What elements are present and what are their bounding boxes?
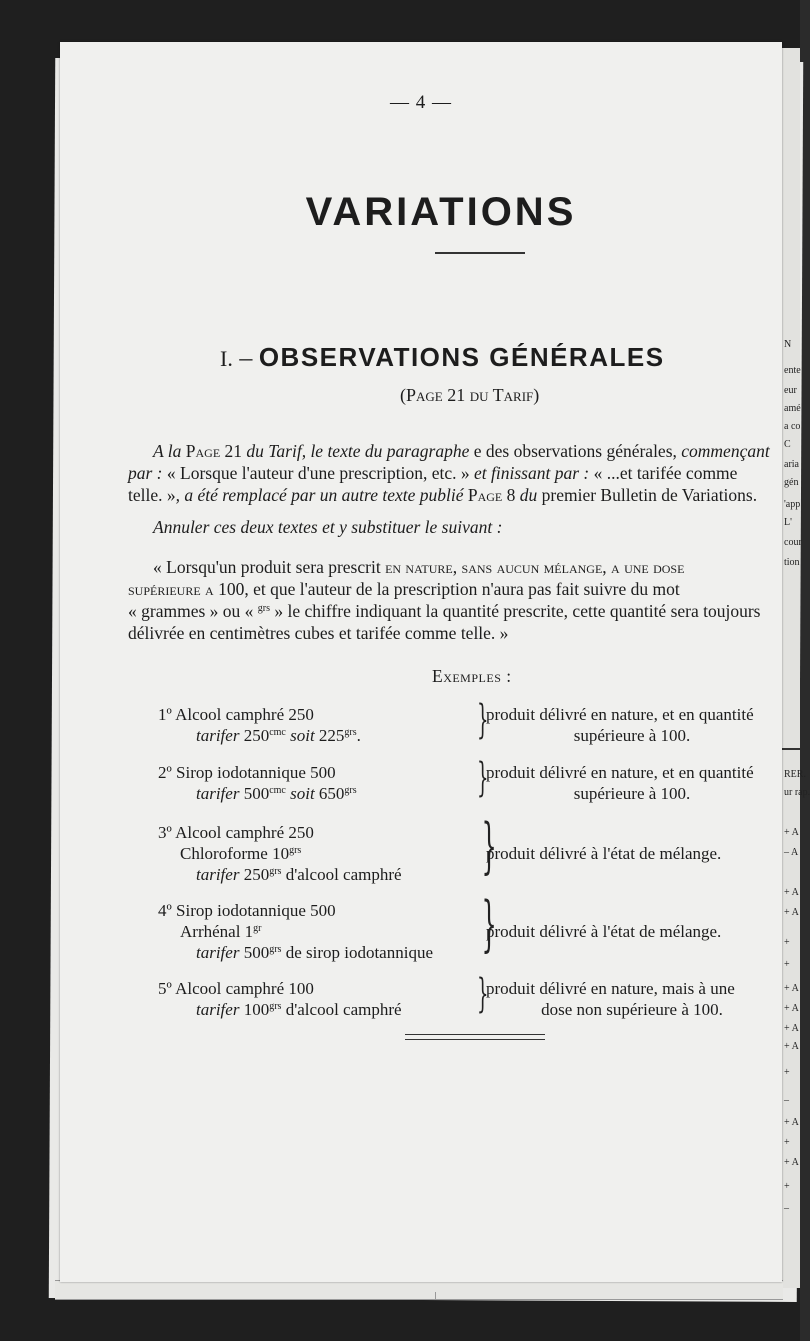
- strip-fragment: +: [784, 1181, 790, 1192]
- strip-fragment: +: [784, 1137, 790, 1148]
- strip-fragment: + A: [784, 983, 799, 994]
- end-rule: [405, 1034, 545, 1040]
- strip-fragment: cour: [784, 537, 802, 548]
- strip-fragment: – A: [784, 847, 799, 858]
- paragraph-line: [128, 484, 790, 506]
- paragraph-line: [128, 440, 790, 462]
- strip-fragment: + A: [784, 887, 799, 898]
- example-right: [486, 762, 778, 804]
- page-stack-edge: [55, 1280, 783, 1300]
- example-result: produit délivré en nature, et en quantité: [486, 705, 754, 724]
- strip-fragment: tion: [784, 557, 800, 568]
- text-run: .: [356, 726, 361, 745]
- page-number: — 4 —: [390, 92, 452, 113]
- instruction-line: Annuler ces deux textes et y substituer le suivant :: [153, 517, 503, 537]
- text-run: « ...et tarifée comme: [593, 463, 738, 483]
- strip-fragment: 'app: [784, 499, 801, 510]
- section-numeral: I.: [220, 346, 233, 371]
- brace-icon: }: [481, 811, 497, 881]
- strip-fragment: ur rap.: [784, 787, 810, 798]
- strip-fragment: + A: [784, 1023, 799, 1034]
- text-run: de sirop iodotannique: [281, 943, 433, 962]
- example-result: produit délivré en nature, mais à une: [486, 979, 735, 998]
- text-run: 100, et que l'auteur de la prescription n'aura pas fait suivre du mot: [213, 579, 680, 599]
- text-run: Chloroforme 10: [180, 844, 290, 863]
- page-title: VARIATIONS: [305, 190, 577, 234]
- superscript: grs: [344, 727, 357, 738]
- text-run: » le chiffre indiquant la quantité prescrite, cette quantité sera toujours: [270, 601, 761, 621]
- superscript: cmc: [269, 727, 286, 738]
- paragraph-intro: [128, 440, 790, 506]
- strip-fragment: + A: [784, 1157, 799, 1168]
- text-run: Page: [467, 485, 503, 505]
- strip-fragment: + A: [784, 827, 799, 838]
- example-result: produit délivré à l'état de mélange.: [486, 922, 722, 941]
- example-left: [158, 978, 402, 1020]
- superscript: grs: [269, 866, 282, 877]
- text-run: « Lorsqu'un produit sera prescrit: [153, 557, 386, 577]
- example-result: supérieure à 100.: [573, 784, 691, 803]
- page-content: [60, 42, 782, 1282]
- text-run: 500: [239, 943, 270, 962]
- example-line: [158, 843, 402, 864]
- example-result: supérieure à 100.: [573, 726, 691, 745]
- example-right: [486, 921, 778, 942]
- text-run: soit: [290, 784, 315, 803]
- example-result: produit délivré en nature, et en quantité: [486, 763, 754, 782]
- example-line: 3º Alcool camphré 250: [158, 823, 314, 842]
- brace-icon: }: [476, 755, 489, 801]
- strip-fragment: +: [784, 1067, 790, 1078]
- text-run: observations générales,: [509, 441, 682, 461]
- example-line: 4º Sirop iodotannique 500: [158, 901, 336, 920]
- text-run: 650: [314, 784, 345, 803]
- document-page: [60, 42, 782, 1282]
- paragraph-line: [128, 578, 790, 600]
- brace-icon: }: [481, 889, 497, 959]
- text-run: Arrhénal 1: [180, 922, 254, 941]
- strip-fragment: +: [784, 959, 790, 970]
- example-right: [486, 704, 778, 746]
- strip-fragment: a co: [784, 421, 801, 432]
- strip-fragment: C: [784, 439, 791, 450]
- text-run: tarifer: [196, 784, 240, 803]
- text-run: « Lorsque l'auteur d'une prescription, etc. »: [166, 463, 475, 483]
- text-run: « grammes » ou «: [128, 601, 258, 621]
- examples-heading: Exemples :: [432, 666, 512, 686]
- text-run: 8: [502, 485, 520, 505]
- text-run: commençant: [681, 441, 770, 461]
- text-run: du Tarif, le texte du paragraphe: [246, 441, 474, 461]
- superscript: gr: [253, 923, 262, 934]
- text-run: telle. »: [128, 485, 176, 505]
- superscript: grs: [344, 785, 357, 796]
- text-run: Page: [185, 441, 221, 461]
- text-run: soit: [290, 726, 315, 745]
- example-line: 5º Alcool camphré 100: [158, 979, 314, 998]
- strip-fragment: + A: [784, 1117, 799, 1128]
- text-run: tarifer: [196, 726, 240, 745]
- strip-fragment: + A: [784, 1041, 799, 1052]
- example-left: [158, 900, 433, 963]
- text-run: 500: [239, 784, 270, 803]
- strip-fragment: eur: [784, 385, 797, 396]
- brace-icon: }: [476, 697, 489, 743]
- text-run: 250: [239, 865, 270, 884]
- section-dash: –: [239, 343, 253, 372]
- example-line: 1º Alcool camphré 250: [158, 705, 314, 724]
- text-run: 225: [314, 726, 345, 745]
- text-run: par :: [128, 463, 167, 483]
- text-run: A la: [153, 441, 186, 461]
- strip-fragment: +: [784, 937, 790, 948]
- example-result: produit délivré à l'état de mélange.: [486, 844, 722, 863]
- superscript: grs: [269, 1001, 282, 1012]
- superscript: cmc: [269, 785, 286, 796]
- example-line: [158, 921, 433, 942]
- example-right: [486, 843, 778, 864]
- paragraph-replacement: [128, 556, 790, 644]
- example-line: [158, 999, 402, 1020]
- text-run: supérieure a: [128, 579, 214, 599]
- strip-fragment: gén: [784, 477, 799, 488]
- section-subtitle: (Page 21 du Tarif): [400, 385, 540, 405]
- brace-icon: }: [476, 971, 489, 1017]
- paragraph-line: [128, 600, 790, 622]
- text-run: d'alcool camphré: [281, 1000, 402, 1019]
- paragraph-line: [128, 556, 790, 578]
- strip-fragment: N: [784, 339, 792, 350]
- strip-fragment: aria: [784, 459, 799, 470]
- paragraph-line: délivrée en centimètres cubes et tarifée comme telle. »: [128, 623, 509, 643]
- example-left: [158, 762, 357, 804]
- text-run: et finissant par :: [474, 463, 594, 483]
- strip-fragment: + A: [784, 1003, 799, 1014]
- text-run: e des: [473, 441, 510, 461]
- strip-rule: [782, 748, 800, 750]
- section-heading: [220, 342, 780, 373]
- strip-fragment: amé: [784, 403, 801, 414]
- strip-fragment: RER.: [784, 769, 806, 780]
- example-line: [158, 783, 357, 804]
- superscript: grs: [269, 944, 282, 955]
- superscript: grs: [257, 603, 271, 614]
- example-right: [486, 978, 778, 1020]
- text-run: 250: [239, 726, 270, 745]
- text-run: , a été remplacé par un autre texte publié: [175, 485, 468, 505]
- section-title: OBSERVATIONS GÉNÉRALES: [258, 342, 665, 372]
- example-line: [158, 942, 433, 963]
- example-result: dose non supérieure à 100.: [541, 1000, 723, 1019]
- example-line: [158, 725, 361, 746]
- title-underline: [435, 252, 525, 254]
- text-run: tarifer: [196, 1000, 240, 1019]
- paragraph-line: [128, 462, 790, 484]
- text-run: tarifer: [196, 943, 240, 962]
- text-run: 100: [239, 1000, 270, 1019]
- example-left: [158, 822, 402, 885]
- strip-fragment: ente: [784, 365, 801, 376]
- example-line: 2º Sirop iodotannique 500: [158, 763, 336, 782]
- scan-mark: [435, 1292, 436, 1300]
- text-run: premier Bulletin de Variations.: [537, 485, 758, 505]
- example-line: [158, 864, 402, 885]
- strip-fragment: L': [784, 517, 792, 528]
- text-run: 21: [220, 441, 247, 461]
- text-run: d'alcool camphré: [281, 865, 402, 884]
- strip-fragment: + A: [784, 907, 799, 918]
- text-run: du: [519, 485, 538, 505]
- example-left: [158, 704, 361, 746]
- text-run: en nature, sans aucun mélange, a une dose: [385, 557, 685, 577]
- superscript: grs: [289, 845, 302, 856]
- strip-fragment: –: [784, 1095, 789, 1106]
- strip-fragment: –: [784, 1203, 789, 1214]
- text-run: tarifer: [196, 865, 240, 884]
